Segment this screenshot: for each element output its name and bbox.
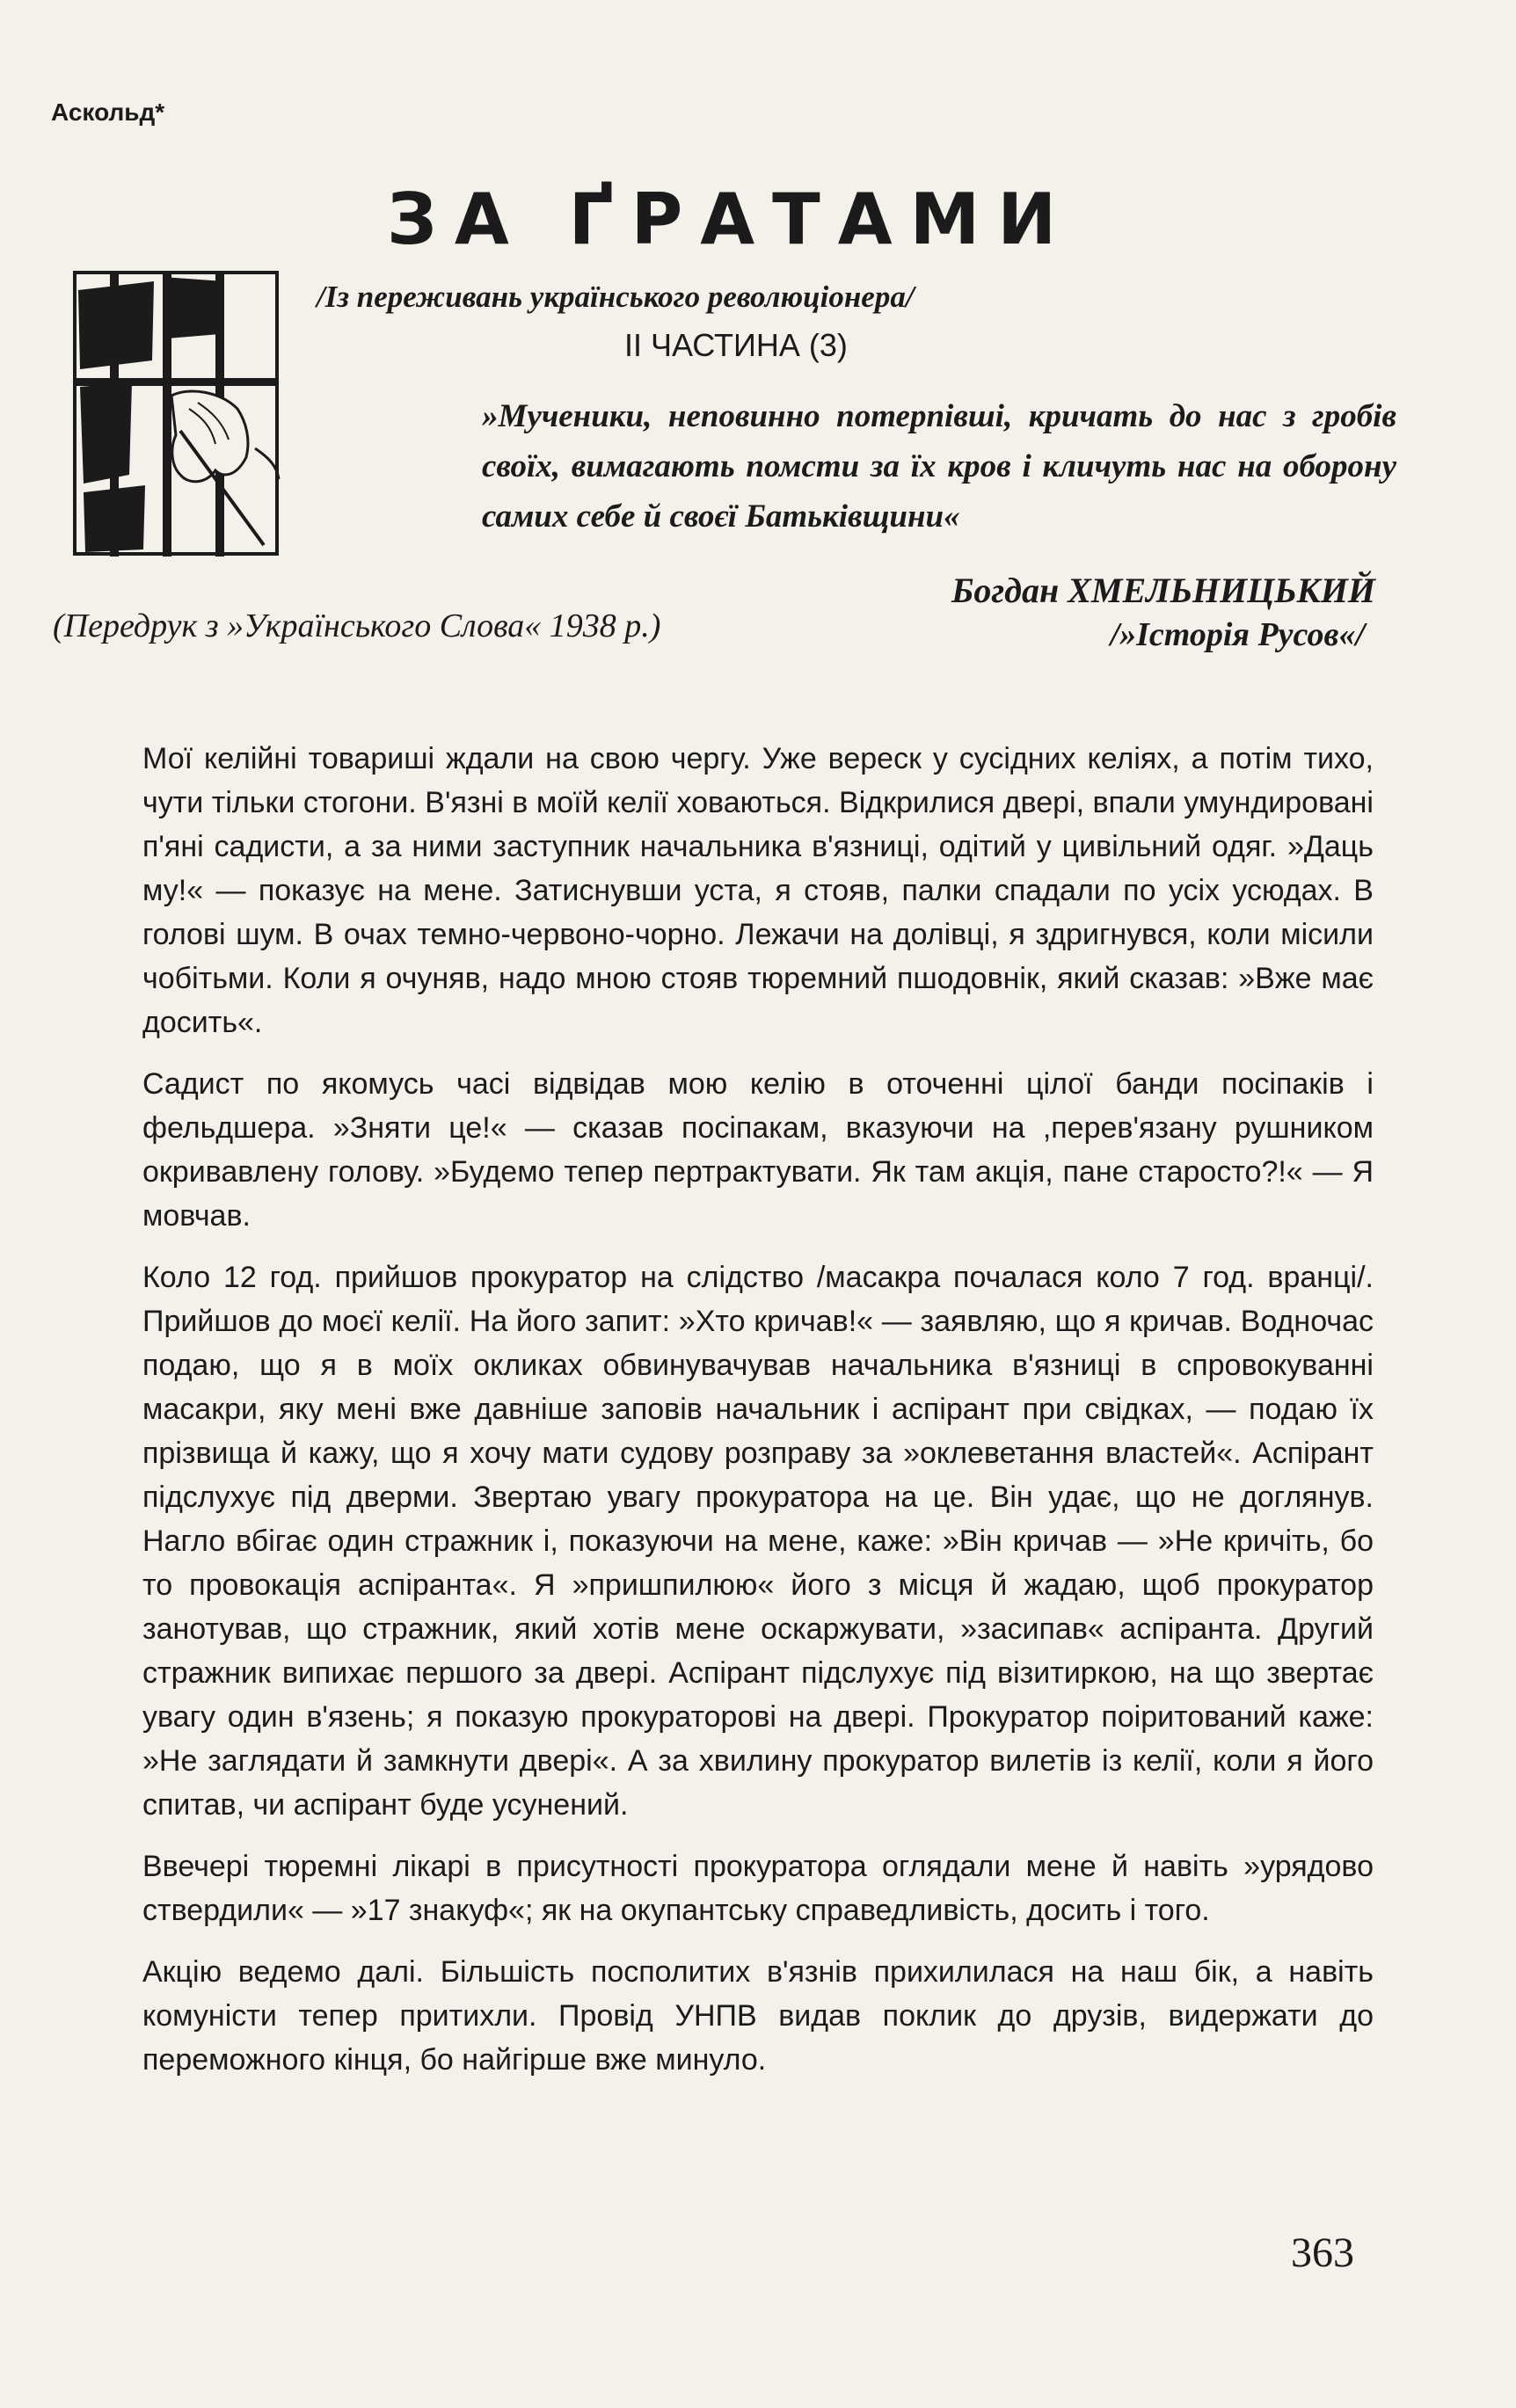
paragraph: Коло 12 год. прийшов прокуратор на слідство /масакра почалася коло 7 год. вранці/. Прийшов до моєї келії. На його запит: »Хто кричав!« — заявляю, що я кричав. Водночас подаю, що я в моїх окликах обвинувачував начальника в'язниці в спровокуванні масакри, яку мені вже давніше заповів начальник і аспірант при свідках, — подаю їх прізвища й кажу, що я хочу мати судову розправу за »оклеветання властей«. Аспірант підслухує під дверми. Звертаю увагу прокуратора на це. Він удає, що не доглянув. Нагло вбігає один стражник і, показуючи на мене, каже: »Він кричав — »Не кричіть, бо то провокація аспіранта«. Я »пришпилюю« його з місця й жадаю, щоб прокуратор занотував, що стражник, який хотів мене оскаржувати, »засипав« аспіранта. Другий стражник випихає першого за двері. Аспірант підслухує під візитиркою, на що звертає увагу один в'язень; я показую прокураторові на двері. Прокуратор поіритований каже: »Не заглядати й замкнути двері«. А за хвилину прокуратор вилетів із келії, коли я його спитав, чи аспірант буде усунений. [142, 1261, 1374, 1822]
epigraph-author: Богдан ХМЕЛЬНИЦЬКИЙ [951, 571, 1375, 610]
reprint-note: (Передрук з »Українського Слова« 1938 р.) [53, 607, 661, 644]
article-title: ЗА ҐРАТАМИ [387, 178, 1075, 260]
epigraph-source: /»Історія Русов«/ [1110, 616, 1365, 653]
page-number: 363 [1291, 2230, 1354, 2276]
epigraph-quote: »Мученики, неповинно потерпівші, кричать до нас з гробів своїх, вимагають помсти за їх кров і кличуть нас на оборону самих себе й своєї Батьківщини« [482, 398, 1396, 535]
paragraph: Садист по якомусь часі відвідав мою келію в оточенні цілої банди посіпаків і фельдшера. »Зняти це!« — сказав посіпакам, вказуючи на ,перев'язану рушником окривавлену голову. »Будемо тепер пертрактувати. Як там акція, пане старосто?!« — Я мовчав. [142, 1067, 1374, 1233]
paragraph: Акцію ведемо далі. Більшість посполитих в'язнів прихилилася на наш бік, а навіть комуністи тепер притихли. Провід УНПВ видав поклик до друзів, видержати до переможного кінця, бо найгірше вже минуло. [142, 1955, 1374, 2077]
prison-bars-hand-icon [48, 255, 303, 571]
article-subtitle: /Із переживань українського революціонера/ [317, 280, 915, 314]
author-name: Аскольд* [51, 98, 165, 126]
paragraph: Ввечері тюремні лікарі в присутності прокуратора оглядали мене й навіть »урядово ствердили« — »17 знакуф«; як на окупантську справедливість, досить і того. [142, 1850, 1374, 1927]
article-body [142, 737, 1374, 2099]
paragraph: Мої келійні товариші ждали на свою чергу. Уже вереск у сусідних келіях, а потім тихо, чути тільки стогони. В'язні в моїй келії ховаються. Відкрилися двері, впали умундировані п'яні садисти, а за ними заступник начальника в'язниці, одітий у цивільний одяг. »Даць му!« — показує на мене. Затиснувши уста, я стояв, палки спадали по усіх усюдах. В голові шум. В очах темно-червоно-чорно. Лежачи на долівці, я здригнувся, коли місили чобітьми. Коли я очуняв, надо мною стояв тюремний пшодовнік, який сказав: »Вже має досить«. [142, 742, 1374, 1039]
part-label: II ЧАСТИНА (3) [624, 327, 848, 363]
